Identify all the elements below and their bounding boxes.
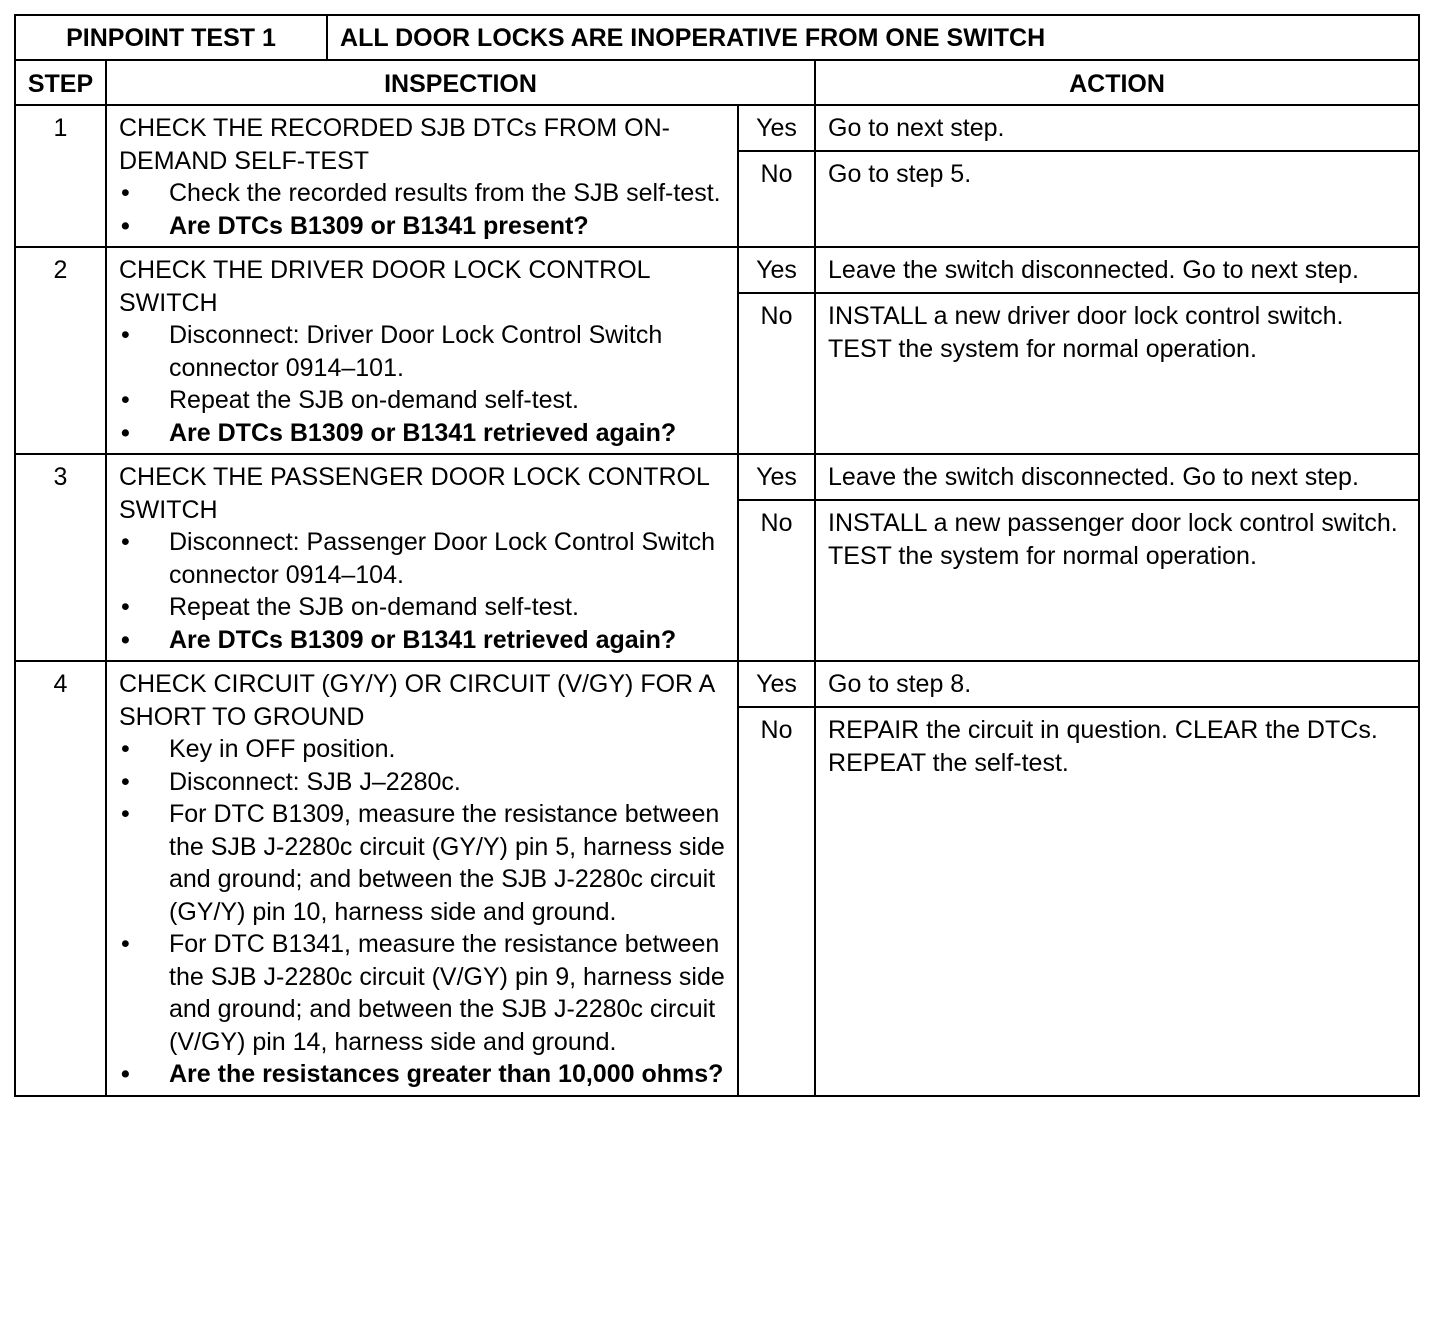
- inspection-bullet: • Key in OFF position.: [119, 733, 729, 766]
- yes-label: Yes: [738, 454, 815, 500]
- inspection-bullets: [119, 177, 729, 242]
- step-column-header: STEP: [15, 60, 106, 106]
- step-number: 2: [15, 247, 106, 454]
- inspection-bullets: [119, 733, 729, 1091]
- diagnostic-table: [14, 14, 1420, 1097]
- no-label: No: [738, 293, 815, 454]
- inspection-cell: [106, 454, 738, 661]
- yes-label: Yes: [738, 105, 815, 151]
- test-title: ALL DOOR LOCKS ARE INOPERATIVE FROM ONE SWITCH: [327, 15, 1419, 60]
- inspection-bullets: [119, 526, 729, 656]
- steps-body: [15, 105, 1419, 1096]
- inspection-question: • Are DTCs B1309 or B1341 present?: [119, 210, 729, 243]
- inspection-question: • Are DTCs B1309 or B1341 retrieved again?: [119, 624, 729, 657]
- column-header-row: [15, 60, 1419, 106]
- inspection-bullets: [119, 319, 729, 449]
- inspection-question: • Are the resistances greater than 10,000 ohms?: [119, 1058, 729, 1091]
- no-label: No: [738, 500, 815, 661]
- step-number: 3: [15, 454, 106, 661]
- no-action: INSTALL a new driver door lock control switch. TEST the system for normal operation.: [815, 293, 1419, 454]
- no-action: INSTALL a new passenger door lock control switch. TEST the system for normal operation.: [815, 500, 1419, 661]
- inspection-bullet: • Disconnect: SJB J–2280c.: [119, 766, 729, 799]
- yes-label: Yes: [738, 661, 815, 707]
- yes-action: Leave the switch disconnected. Go to next step.: [815, 454, 1419, 500]
- inspection-cell: [106, 661, 738, 1096]
- step-number: 1: [15, 105, 106, 247]
- action-column-header: ACTION: [815, 60, 1419, 106]
- inspection-cell: [106, 247, 738, 454]
- inspection-bullet: • Disconnect: Driver Door Lock Control Switch connector 0914–101.: [119, 319, 729, 384]
- yes-action: Go to step 8.: [815, 661, 1419, 707]
- inspection-bullet: • Repeat the SJB on-demand self-test.: [119, 591, 729, 624]
- inspection-column-header: INSPECTION: [106, 60, 815, 106]
- inspection-question: • Are DTCs B1309 or B1341 retrieved again?: [119, 417, 729, 450]
- step-row-yes: [15, 454, 1419, 500]
- test-header-row: [15, 15, 1419, 60]
- yes-action: Leave the switch disconnected. Go to next step.: [815, 247, 1419, 293]
- test-label: PINPOINT TEST 1: [15, 15, 327, 60]
- inspection-bullet: • For DTC B1341, measure the resistance between the SJB J-2280c circuit (V/GY) pin 9, harness side and ground; and between the SJB J-2280c circuit (V/GY) pin 14, harness side and ground.: [119, 928, 729, 1058]
- inspection-title: CHECK THE RECORDED SJB DTCs FROM ON-DEMAND SELF-TEST: [119, 114, 670, 175]
- step-row-yes: [15, 247, 1419, 293]
- step-row-yes: [15, 661, 1419, 707]
- no-action: Go to step 5.: [815, 151, 1419, 247]
- yes-label: Yes: [738, 247, 815, 293]
- no-action: REPAIR the circuit in question. CLEAR the DTCs. REPEAT the self-test.: [815, 707, 1419, 1096]
- inspection-title: CHECK THE PASSENGER DOOR LOCK CONTROL SWITCH: [119, 463, 709, 524]
- step-number: 4: [15, 661, 106, 1096]
- inspection-cell: [106, 105, 738, 247]
- step-row-yes: [15, 105, 1419, 151]
- inspection-bullet: • Check the recorded results from the SJB self-test.: [119, 177, 729, 210]
- inspection-bullet: • Repeat the SJB on-demand self-test.: [119, 384, 729, 417]
- inspection-bullet: • Disconnect: Passenger Door Lock Control Switch connector 0914–104.: [119, 526, 729, 591]
- inspection-bullet: • For DTC B1309, measure the resistance between the SJB J-2280c circuit (GY/Y) pin 5, harness side and ground; and between the SJB J-2280c circuit (GY/Y) pin 10, harness side and ground.: [119, 798, 729, 928]
- inspection-title: CHECK THE DRIVER DOOR LOCK CONTROL SWITCH: [119, 256, 650, 317]
- yes-action: Go to next step.: [815, 105, 1419, 151]
- no-label: No: [738, 707, 815, 1096]
- no-label: No: [738, 151, 815, 247]
- inspection-title: CHECK CIRCUIT (GY/Y) OR CIRCUIT (V/GY) FOR A SHORT TO GROUND: [119, 670, 714, 731]
